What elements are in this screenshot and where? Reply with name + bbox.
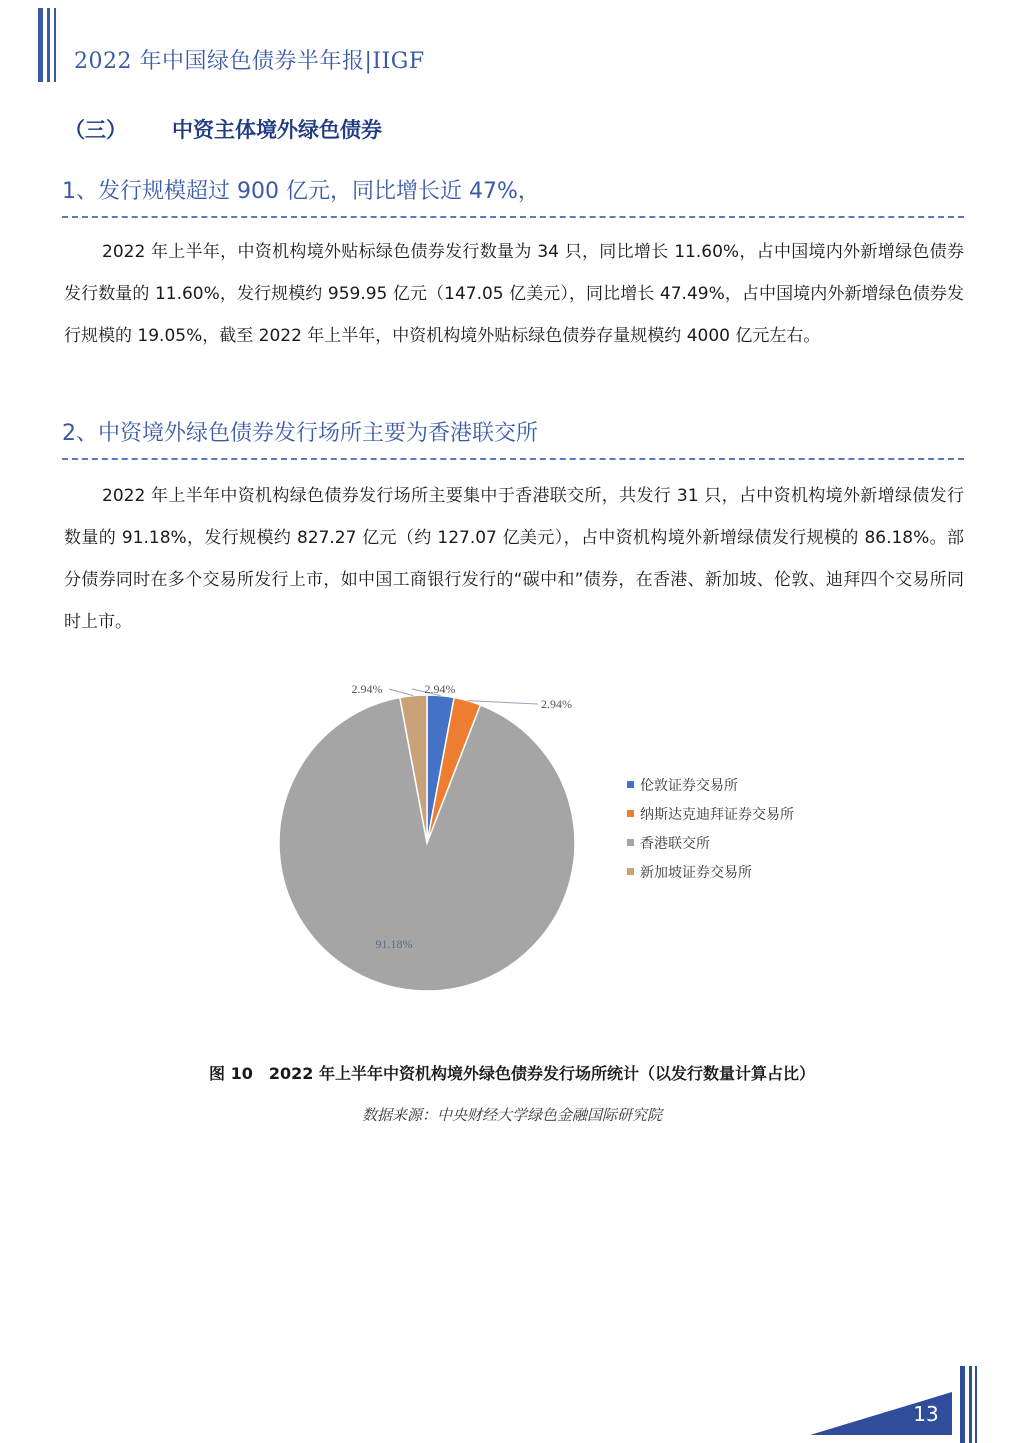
legend-swatch <box>627 868 634 875</box>
paragraph-1: 2022 年上半年，中资机构境外贴标绿色债券发行数量为 34 只，同比增长 11.60%，占中国境内外新增绿色债券发行数量的 11.60%，发行规模约 959.95 亿元（147.05 亿美元），同比增长 47.49%，占中国境内外新增绿色债券发行规模的 19.05%，截至 2022 年上半年，中资机构境外贴标绿色债券存量规模约 4000 亿元左右。 <box>64 242 964 346</box>
corner-bar <box>960 1366 965 1443</box>
data-label: 91.18% <box>375 937 413 951</box>
header-title: 2022 年中国绿色债券半年报|IIGF <box>74 49 425 74</box>
paragraph-2: 2022 年上半年中资机构绿色债券发行场所主要集中于香港联交所，共发行 31 只，占中资机构境外新增绿债发行数量的 91.18%，发行规模约 827.27 亿元（约 127.07 亿美元），占中资机构境外新增绿债发行规模的 86.18%。部分债券同时在多个交易所发行上市，如中国工商银行发行的“碳中和”债券，在香港、新加坡、伦敦、迪拜四个交易所同时上市。 <box>64 486 964 632</box>
pie-chart <box>260 665 620 1005</box>
figure-caption: 图 10 2022 年上半年中资机构境外绿色债券发行场所统计（以发行数量计算占比） <box>209 1064 815 1083</box>
divider-2 <box>62 458 964 460</box>
divider-1 <box>62 216 964 218</box>
subsection-heading-1: 1、发行规模超过 900 亿元，同比增长近 47%， <box>62 179 540 204</box>
page-number: 13 <box>913 1402 939 1426</box>
corner-bar <box>975 1366 977 1443</box>
legend-item <box>627 770 794 799</box>
legend-swatch <box>627 810 634 817</box>
section-heading <box>64 114 382 144</box>
legend-item <box>627 857 794 886</box>
legend-label: 伦敦证券交易所 <box>640 777 738 794</box>
data-label-leader <box>389 689 413 696</box>
corner-bar <box>969 1366 972 1443</box>
legend-label: 香港联交所 <box>640 835 710 852</box>
legend-label: 新加坡证券交易所 <box>640 864 752 881</box>
chart-legend <box>627 770 794 886</box>
data-label: 2.94% <box>351 682 383 696</box>
legend-item <box>627 799 794 828</box>
data-label: 2.94% <box>424 682 456 696</box>
subsection-heading-2: 2、中资境外绿色债券发行场所主要为香港联交所 <box>62 421 538 446</box>
pie-slices <box>279 695 575 991</box>
legend-label: 纳斯达克迪拜证券交易所 <box>640 806 794 823</box>
legend-swatch <box>627 839 634 846</box>
header-decoration-bars <box>38 8 68 82</box>
section-title: 中资主体境外绿色债券 <box>172 118 382 142</box>
section-number: （三） <box>64 118 127 142</box>
legend-swatch <box>627 781 634 788</box>
figure-source: 数据来源：中央财经大学绿色金融国际研究院 <box>361 1106 662 1124</box>
legend-item <box>627 828 794 857</box>
data-label: 2.94% <box>541 697 572 711</box>
